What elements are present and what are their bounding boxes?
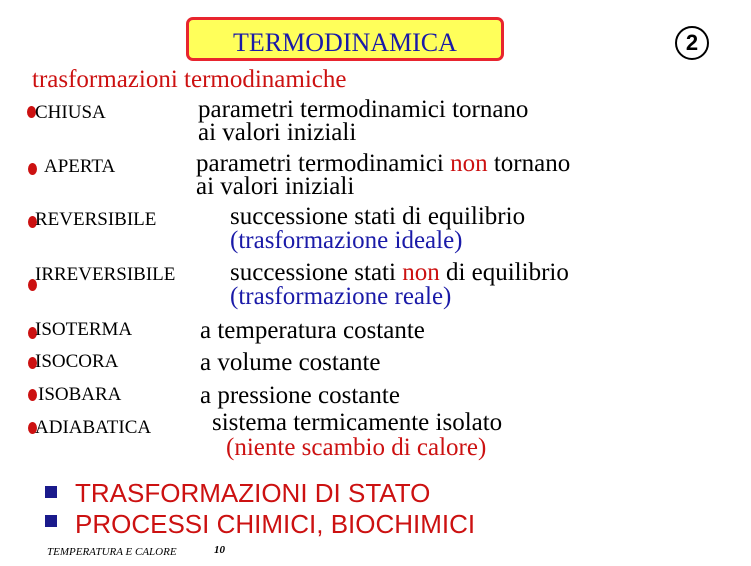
desc-chiusa-line2: ai valori iniziali xyxy=(198,119,357,146)
desc-chiusa-line1: parametri termodinamici tornano xyxy=(198,96,529,123)
square-bullet-icon xyxy=(45,486,57,498)
square-bullet-icon xyxy=(45,515,57,527)
desc-aperta-line1: parametri termodinamici non tornano xyxy=(196,150,571,177)
term-reversibile: REVERSIBILE xyxy=(35,209,157,230)
title-box xyxy=(186,17,504,61)
desc-adiabatica-line2: (niente scambio di calore) xyxy=(226,434,487,461)
term-adiabatica: ADIABATICA xyxy=(35,417,152,438)
term-isocora: ISOCORA xyxy=(35,351,119,372)
bullet-icon xyxy=(28,163,37,175)
term-aperta: APERTA xyxy=(44,156,116,177)
desc-irreversibile-line1: successione stati non di equilibrio xyxy=(230,259,569,286)
bottom-line-2: PROCESSI CHIMICI, BIOCHIMICI xyxy=(75,509,476,539)
desc-isoterma: a temperatura costante xyxy=(200,317,425,344)
term-chiusa: CHIUSA xyxy=(35,102,106,123)
desc-irreversibile-line2: (trasformazione reale) xyxy=(230,283,452,310)
page-title: TERMODINAMICA xyxy=(233,28,457,57)
bottom-line-1: TRASFORMAZIONI DI STATO xyxy=(75,478,431,508)
desc-isobara: a pressione costante xyxy=(200,382,400,409)
bullet-icon xyxy=(28,389,37,401)
footer-label: TEMPERATURA E CALORE xyxy=(47,546,177,558)
desc-isocora: a volume costante xyxy=(200,349,381,376)
desc-adiabatica-line1: sistema termicamente isolato xyxy=(212,409,503,436)
subtitle: trasformazioni termodinamiche xyxy=(32,66,347,93)
term-isobara: ISOBARA xyxy=(38,384,122,405)
term-irreversibile: IRREVERSIBILE xyxy=(35,264,176,285)
term-isoterma: ISOTERMA xyxy=(35,319,133,340)
footer-number: 10 xyxy=(214,544,225,556)
desc-reversibile-line1: successione stati di equilibrio xyxy=(230,203,526,230)
desc-reversibile-line2: (trasformazione ideale) xyxy=(230,227,463,254)
page-number: 2 xyxy=(675,26,709,60)
desc-aperta-line2: ai valori iniziali xyxy=(196,173,355,200)
